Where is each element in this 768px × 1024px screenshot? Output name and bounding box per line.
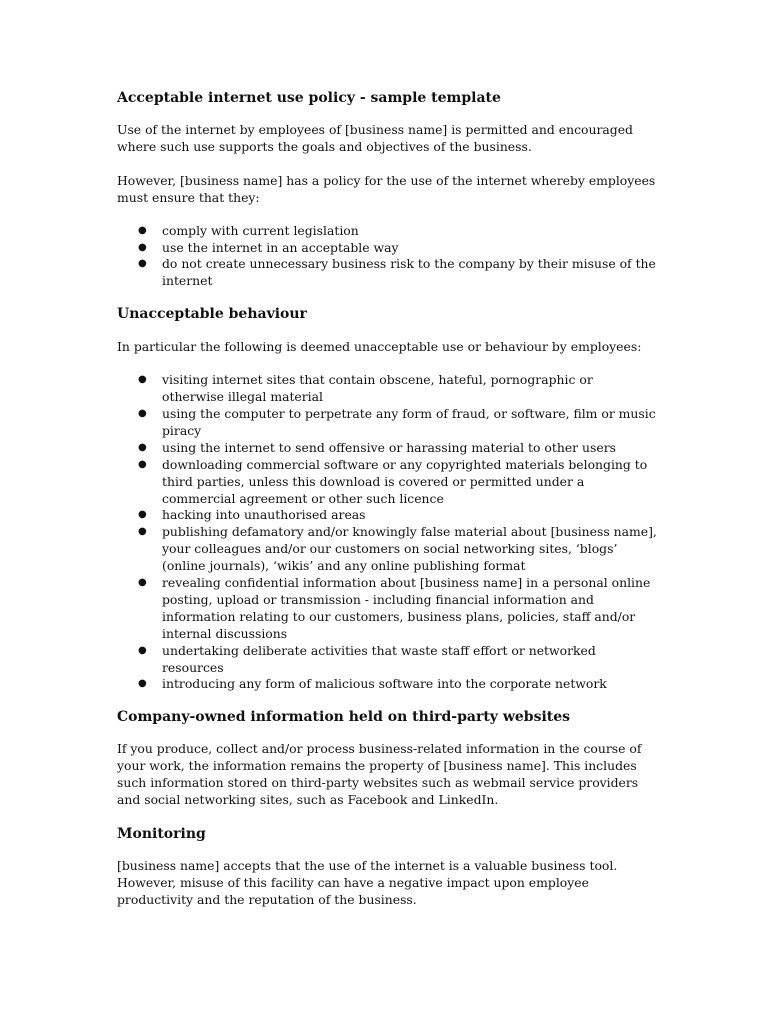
bullet-icon: ● [138,458,147,470]
section-heading-monitoring: Monitoring [117,826,206,842]
list-item: ● use the internet in an acceptable way [138,239,399,255]
monitoring-paragraph: [business name] accepts that the use of the internet is a valuable business tool. However, misuse of this facility can have a negative impact upon employee productivity and the reputation of the business. [117,858,618,907]
list-item: ● using the internet to send offensive or harassing material to other users [138,439,616,455]
list-item: ● do not create unnecessary business risk to the company by their misuse of the internet [138,256,656,289]
bullet-icon: ● [138,258,147,270]
bullet-icon: ● [138,526,147,538]
list-item: ● visiting internet sites that contain obscene, hateful, pornographic or otherwise illegal material [138,372,593,405]
unacceptable-list [117,372,662,693]
intro-paragraph-2: However, [business name] has a policy for the use of the internet whereby employees must ensure that they: [117,172,656,205]
bullet-icon: ● [138,678,147,690]
list-item: ● introducing any form of malicious software into the corporate network [138,676,607,692]
bullet-icon: ● [138,644,147,656]
bullet-icon: ● [138,441,147,453]
unacceptable-paragraph: In particular the following is deemed unacceptable use or behaviour by employees: [117,339,642,355]
bullet-icon: ● [138,407,147,419]
section-heading-company-info: Company-owned information held on third-party websites [117,709,571,726]
document-page [117,88,662,909]
bullet-icon: ● [138,374,147,386]
bullet-icon: ● [138,241,147,253]
bullet-icon: ● [138,577,147,589]
list-item: ● revealing confidential information about [business name] in a personal online posting, upload or transmission - including financial information and information relating to our customers, business plans, policies, staff and/or internal discussions [138,575,651,641]
document-title: Acceptable internet use policy - sample template [117,90,501,106]
bullet-icon: ● [138,509,147,521]
list-item: ● publishing defamatory and/or knowingly false material about [business name], your colleagues and/or our customers on social networking sites, ‘blogs’ (online journals), ‘wikis’ and any online publishing format [138,524,657,574]
company-info-paragraph: If you produce, collect and/or process business-related information in the course of your work, the information remains the property of [business name]. This includes such information stored on third-party websites such as webmail service providers and social networking sites, such as Facebook and LinkedIn. [117,741,642,808]
section-heading-unacceptable: Unacceptable behaviour [117,306,307,323]
list-item: ● using the computer to perpetrate any form of fraud, or software, film or music piracy [138,405,656,438]
list-item: ● undertaking deliberate activities that waste staff effort or networked resources [138,642,596,675]
bullet-icon: ● [138,224,147,236]
list-item: ● downloading commercial software or any copyrighted materials belonging to third parties, unless this download is covered or permitted under a commercial agreement or other such licence [138,456,648,506]
intro-list [117,223,662,291]
list-item: ● comply with current legislation [138,222,359,238]
list-item: ● hacking into unauthorised areas [138,507,366,523]
intro-paragraph-1: Use of the internet by employees of [business name] is permitted and encouraged where such use supports the goals and objectives of the business. [117,122,633,154]
